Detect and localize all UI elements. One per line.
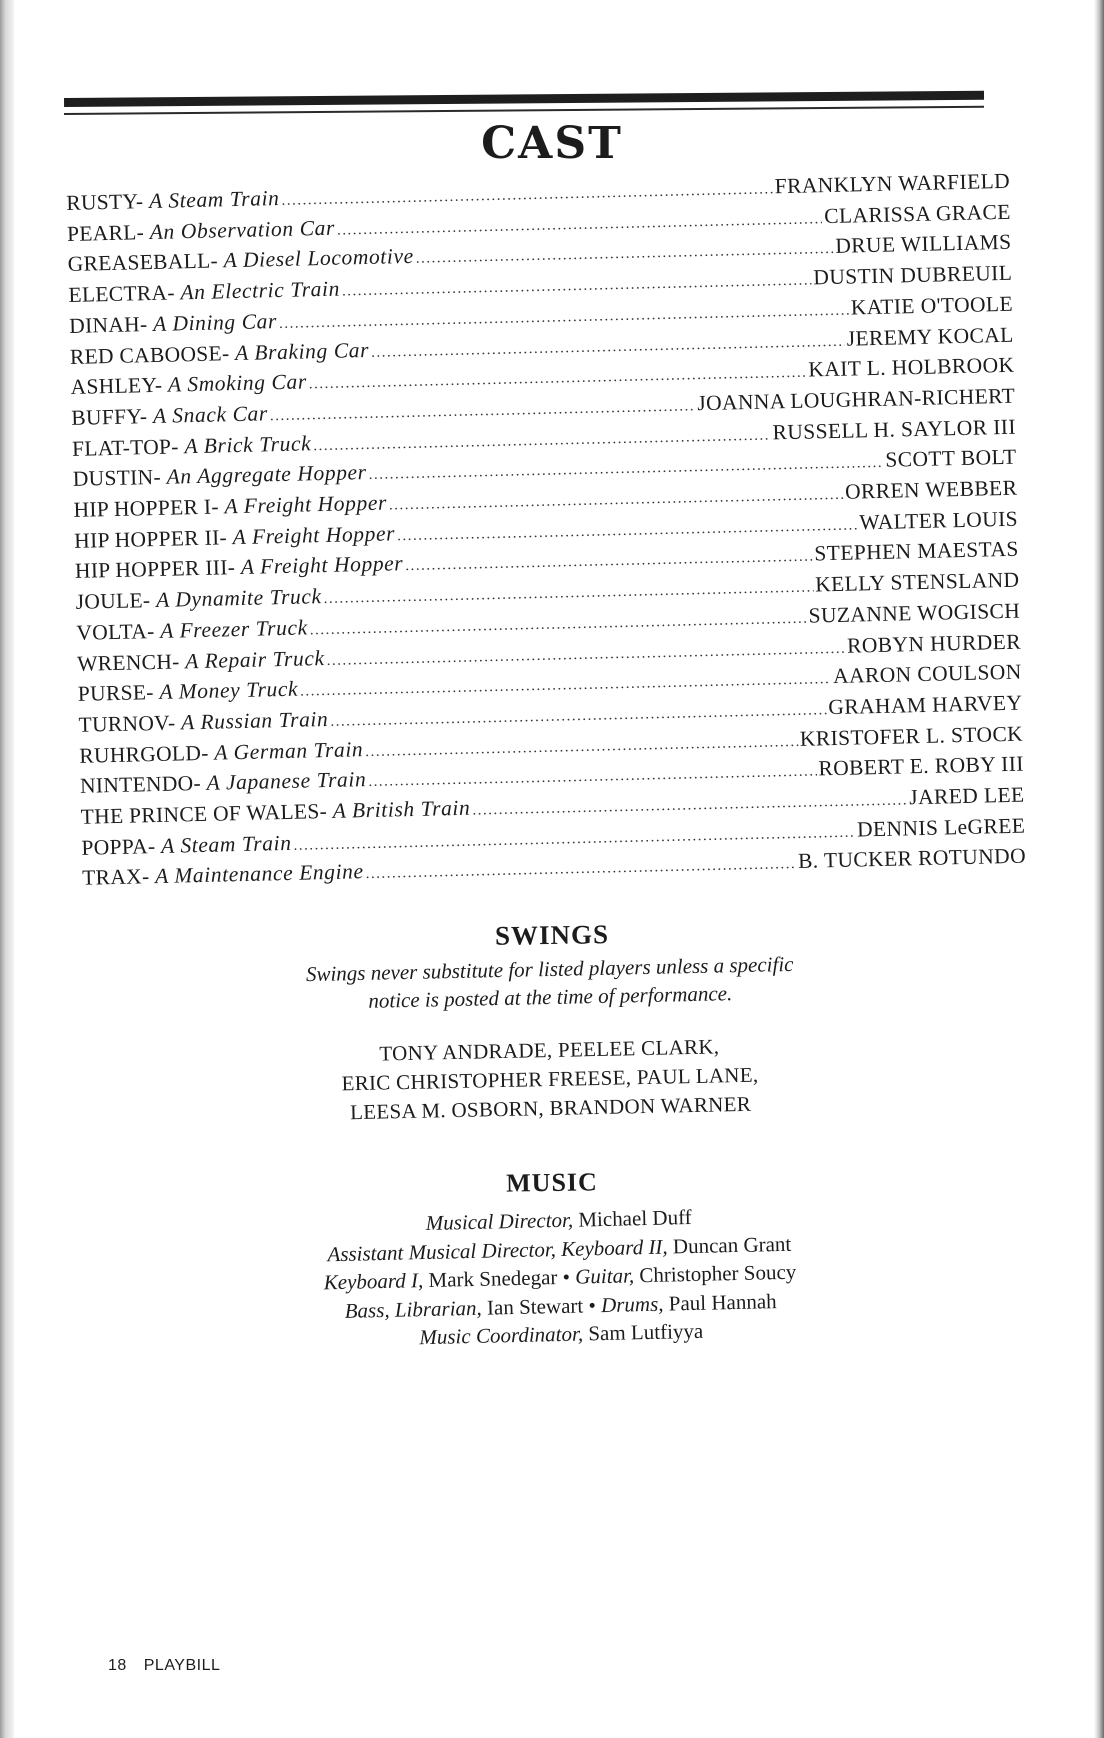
- credit-title: Guitar,: [574, 1263, 635, 1289]
- actor-name: ROBYN HURDER: [846, 629, 1022, 658]
- credit-title: Musical Director,: [425, 1207, 574, 1236]
- credit-name: Paul Hannah: [668, 1288, 777, 1316]
- role-description: A Brick Truck: [184, 430, 312, 458]
- actor-name: DENNIS LeGREE: [856, 813, 1026, 842]
- role-description: A Freezer Truck: [159, 615, 309, 643]
- swings-names-line: TONY ANDRADE, PEELEE CLARK,: [379, 1034, 720, 1066]
- swings-names-line: LEESA M. OSBORN, BRANDON WARNER: [349, 1091, 752, 1125]
- role-description: A Snack Car: [152, 401, 269, 428]
- swings-note-line: notice is posted at the time of performance.: [368, 981, 733, 1013]
- role-name: JOULE-: [75, 588, 151, 615]
- role-name: TRAX-: [81, 864, 150, 891]
- actor-name: RUSSELL H. SAYLOR III: [772, 414, 1017, 445]
- cast-role: [75, 583, 322, 616]
- actor-name: CLARISSA GRACE: [823, 199, 1012, 228]
- role-description: A Russian Train: [180, 706, 329, 735]
- swings-note: [199, 948, 900, 1019]
- page-number: 18: [108, 1657, 127, 1674]
- actor-name: AARON COULSON: [832, 659, 1022, 689]
- role-description: A Freight Hopper: [232, 521, 396, 549]
- cast-role: [76, 614, 308, 647]
- actor-name: B. TUCKER ROTUNDO: [797, 844, 1027, 874]
- cast-role: [81, 830, 292, 863]
- actor-name: KATIE O'TOOLE: [850, 291, 1014, 320]
- actor-name: KAIT L. HOLBROOK: [808, 352, 1015, 382]
- bullet-separator: •: [562, 1264, 571, 1289]
- role-description: An Electric Train: [180, 276, 341, 305]
- role-description: A Smoking Car: [167, 369, 308, 397]
- cast-role: [72, 430, 312, 463]
- cast-role: [79, 736, 364, 770]
- role-name: HIP HOPPER II-: [73, 525, 228, 553]
- credit-title: Keyboard I,: [323, 1268, 424, 1295]
- role-description: A Freight Hopper: [240, 551, 404, 580]
- header-rule-thick: [64, 91, 984, 107]
- credit-name: Christopher Soucy: [639, 1259, 797, 1288]
- credit-title: Drums,: [600, 1291, 664, 1317]
- role-description: A Freight Hopper: [224, 490, 388, 519]
- publication-name: PLAYBILL: [143, 1657, 221, 1674]
- actor-name: SCOTT BOLT: [885, 445, 1017, 473]
- actor-name: JARED LEE: [908, 782, 1025, 810]
- dot-leader: [365, 851, 796, 889]
- role-description: A British Train: [332, 795, 471, 823]
- actor-name: ORREN WEBBER: [844, 475, 1018, 504]
- cast-role: [82, 859, 364, 893]
- role-name: TURNOV-: [78, 710, 176, 737]
- music-heading: MUSIC: [505, 1167, 599, 1198]
- role-name: VOLTA-: [76, 618, 155, 645]
- swings-names-line: ERIC CHRISTOPHER FREESE, PAUL LANE,: [341, 1062, 759, 1096]
- cast-role: [68, 276, 340, 310]
- role-name: FLAT-TOP-: [71, 434, 180, 461]
- role-description: An Aggregate Hopper: [166, 460, 367, 490]
- actor-name: JEREMY KOCAL: [846, 322, 1014, 351]
- role-name: THE PRINCE OF WALES-: [80, 799, 328, 829]
- credit-name: Duncan Grant: [672, 1231, 792, 1258]
- page-title: CAST: [481, 118, 623, 169]
- header-rule-thin: [64, 106, 984, 115]
- role-name: DINAH-: [68, 311, 148, 338]
- role-name: HIP HOPPER III-: [74, 555, 236, 584]
- role-name: BUFFY-: [71, 404, 148, 430]
- role-name: ASHLEY-: [70, 373, 163, 400]
- role-description: A Repair Truck: [184, 645, 325, 673]
- swings-names: [199, 1029, 901, 1131]
- role-description: A Braking Car: [234, 337, 370, 365]
- role-name: GREASEBALL-: [67, 248, 219, 277]
- cast-role: [78, 706, 328, 740]
- cast-role: [80, 766, 367, 800]
- actor-name: KELLY STENSLAND: [814, 567, 1020, 597]
- swings-note-line: Swings never substitute for listed players unless a specific: [305, 951, 794, 987]
- credit-name: Michael Duff: [578, 1205, 692, 1232]
- actor-name: JOANNA LOUGHRAN-RICHERT: [697, 383, 1016, 416]
- role-description: A German Train: [214, 736, 364, 765]
- page-footer: [108, 1657, 232, 1675]
- actor-name: SUZANNE WOGISCH: [808, 598, 1021, 628]
- role-name: NINTENDO-: [79, 771, 202, 799]
- actor-name: DUSTIN DUBREUIL: [813, 260, 1013, 290]
- page-edge-left: [0, 0, 14, 1738]
- cast-role: [67, 214, 336, 248]
- cast-role: [78, 676, 299, 709]
- actor-name: GRAHAM HARVEY: [828, 690, 1023, 720]
- music-credits: [198, 1198, 921, 1357]
- role-name: RED CABOOSE-: [69, 340, 230, 369]
- cast-role: [66, 185, 280, 218]
- cast-role: [77, 645, 325, 679]
- role-description: A Dynamite Truck: [155, 584, 322, 613]
- role-name: ELECTRA-: [68, 280, 176, 308]
- role-name: WRENCH-: [76, 649, 180, 676]
- bullet-separator: •: [588, 1292, 597, 1317]
- swings-heading: SWINGS: [494, 919, 610, 951]
- role-name: POPPA-: [81, 833, 156, 860]
- credit-name: Ian Stewart: [486, 1292, 584, 1320]
- role-name: RUHRGOLD-: [79, 740, 209, 768]
- role-name: PURSE-: [77, 680, 155, 707]
- cast-role: [71, 400, 268, 432]
- role-name: PEARL-: [66, 219, 145, 246]
- actor-name: DRUE WILLIAMS: [835, 230, 1012, 259]
- page-edge-right: [1094, 0, 1104, 1738]
- role-description: An Observation Car: [149, 215, 336, 244]
- credit-name: Sam Lutfiyya: [588, 1318, 704, 1346]
- role-name: DUSTIN-: [72, 465, 162, 492]
- cast-list: [66, 168, 1026, 896]
- role-description: A Maintenance Engine: [154, 859, 364, 889]
- actor-name: ROBERT E. ROBY III: [818, 751, 1025, 781]
- role-description: A Diesel Locomotive: [223, 244, 414, 273]
- cast-role: [70, 336, 370, 371]
- role-description: A Japanese Train: [206, 767, 367, 796]
- role-description: A Money Truck: [159, 676, 299, 705]
- role-name: RUSTY-: [66, 189, 144, 215]
- actor-name: WALTER LOUIS: [859, 506, 1019, 535]
- cast-role: [69, 308, 277, 341]
- actor-name: KRISTOFER L. STOCK: [799, 721, 1024, 751]
- credit-title: Assistant Musical Director, Keyboard II,: [327, 1234, 668, 1266]
- role-description: A Steam Train: [148, 185, 280, 214]
- actor-name: FRANKLYN WARFIELD: [774, 168, 1011, 199]
- cast-role: [70, 369, 307, 402]
- actor-name: STEPHEN MAESTAS: [814, 537, 1020, 566]
- cast-role: [73, 459, 367, 494]
- credit-title: Music Coordinator,: [419, 1321, 584, 1350]
- role-description: A Steam Train: [160, 830, 292, 858]
- credit-title: Bass, Librarian,: [344, 1295, 483, 1323]
- role-name: HIP HOPPER I-: [73, 494, 220, 522]
- role-description: A Dining Car: [152, 308, 278, 336]
- credit-name: Mark Snedegar: [428, 1265, 558, 1292]
